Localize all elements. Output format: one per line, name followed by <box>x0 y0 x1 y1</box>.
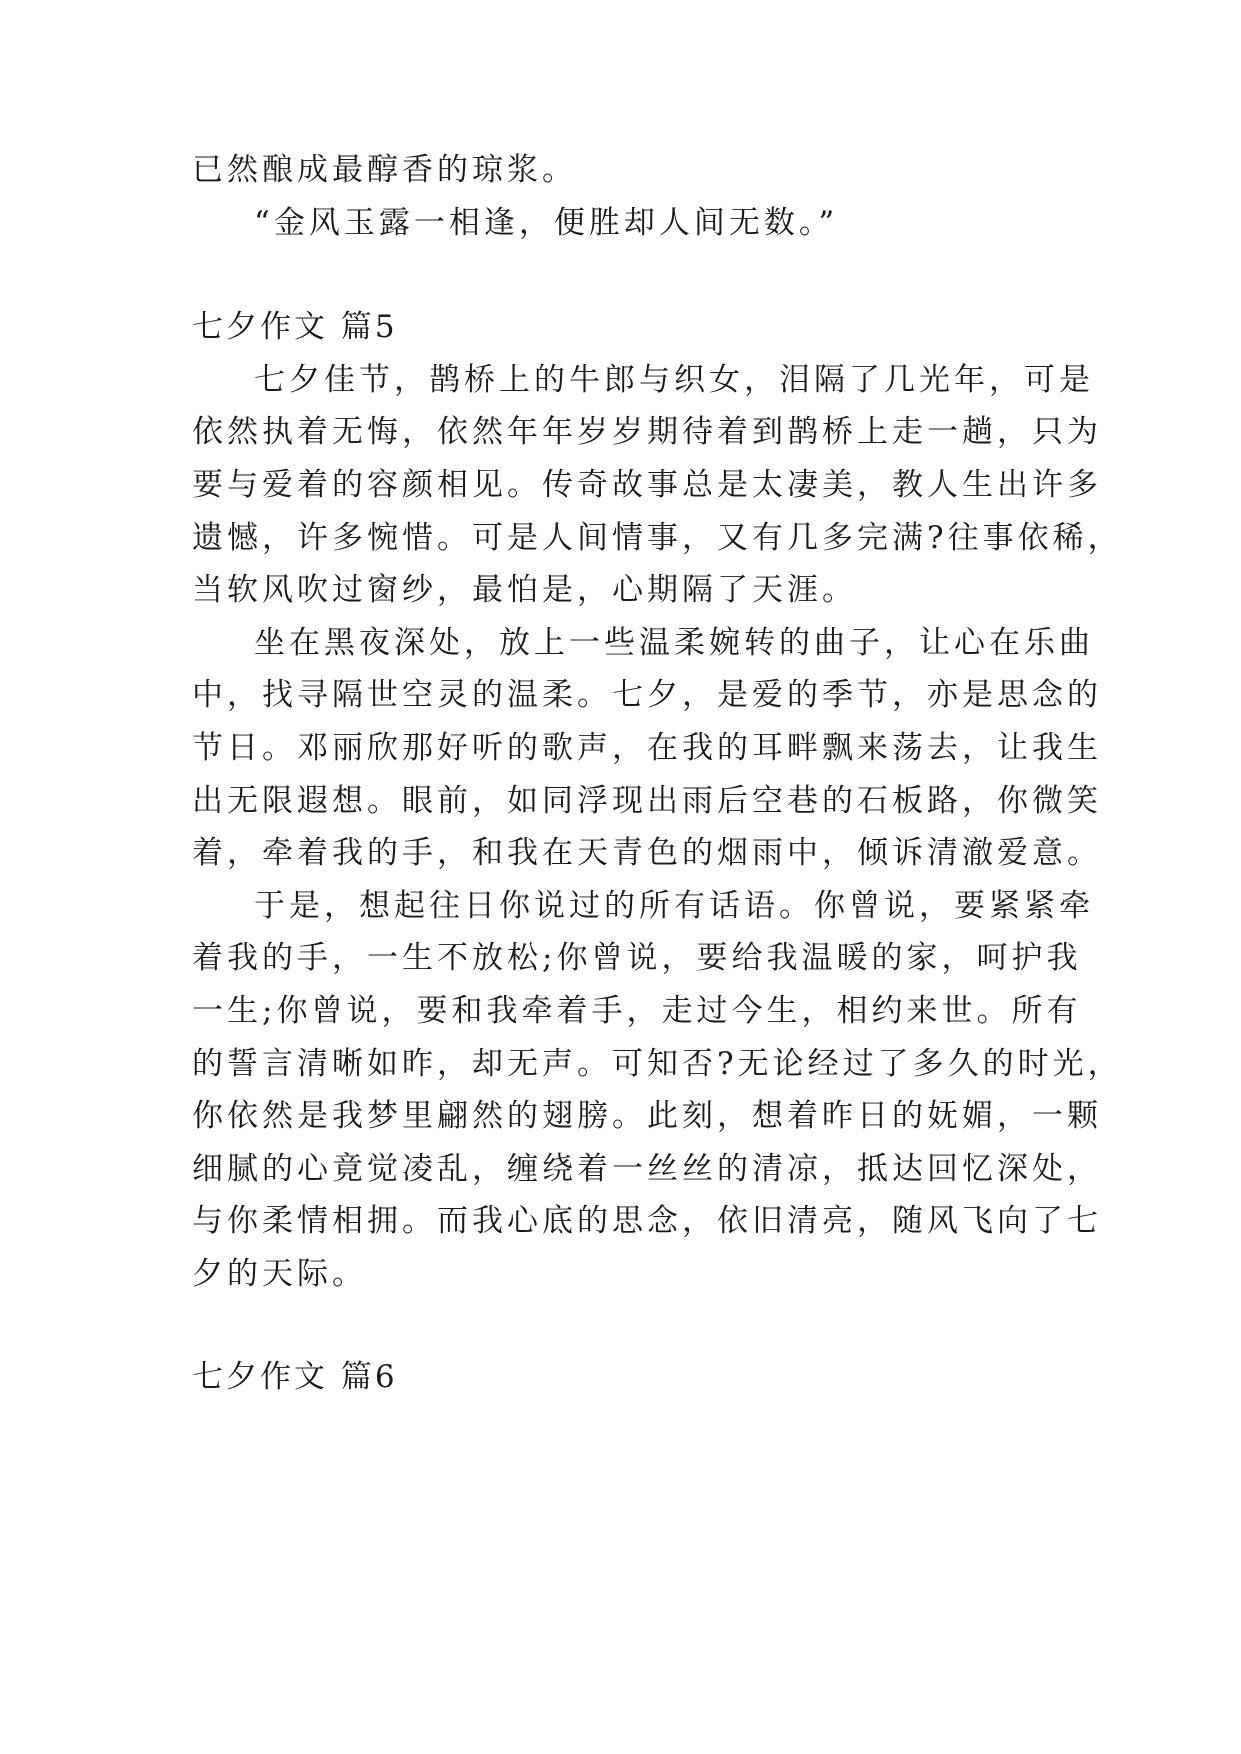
quote-line: “金风玉露一相逢，便胜却人间无数。” <box>254 205 839 241</box>
text-line: 你依然是我梦里翩然的翅膀。此刻，想着昨日的妩媚，一颗 <box>192 1098 1102 1134</box>
text-line: 着我的手，一生不放松;你曾说，要给我温暖的家，呵护我 <box>192 940 1082 976</box>
text-line: 着，牵着我的手，和我在天青色的烟雨中，倾诉清澈爱意。 <box>192 835 1102 871</box>
section-heading-6: 七夕作文 篇6 <box>192 1359 398 1395</box>
text-line: 要与爱着的容颜相见。传奇故事总是太凄美，教人生出许多 <box>192 467 1102 503</box>
text-line: 于是，想起往日你说过的所有话语。你曾说，要紧紧牵 <box>254 888 1094 924</box>
text-line: 坐在黑夜深处，放上一些温柔婉转的曲子，让心在乐曲 <box>254 625 1094 661</box>
text-line: 夕的天际。 <box>192 1256 367 1292</box>
section-heading-5: 七夕作文 篇5 <box>192 309 398 345</box>
text-line: 已然酿成最醇香的琼浆。 <box>192 152 577 188</box>
text-line: 的誓言清晰如昨，却无声。可知否?无论经过了多久的时光， <box>192 1046 1123 1082</box>
text-line: 与你柔情相拥。而我心底的思念，依旧清亮，随风飞向了七 <box>192 1203 1102 1239</box>
text-line: 出无限遐想。眼前，如同浮现出雨后空巷的石板路，你微笑 <box>192 783 1102 819</box>
text-line: 当软风吹过窗纱，最怕是，心期隔了天涯。 <box>192 572 857 608</box>
text-line: 七夕佳节，鹊桥上的牛郎与织女，泪隔了几光年，可是 <box>254 362 1094 398</box>
text-line: 细腻的心竟觉凌乱，缠绕着一丝丝的清凉，抵达回忆深处， <box>192 1151 1102 1187</box>
text-line: 中，找寻隔世空灵的温柔。七夕，是爱的季节，亦是思念的 <box>192 677 1102 713</box>
text-line: 一生;你曾说，要和我牵着手，走过今生，相约来世。所有 <box>192 993 1082 1029</box>
text-line: 节日。邓丽欣那好听的歌声，在我的耳畔飘来荡去，让我生 <box>192 730 1102 766</box>
text-line: 依然执着无悔，依然年年岁岁期待着到鹊桥上走一趟，只为 <box>192 414 1102 450</box>
text-line: 遗憾，许多惋惜。可是人间情事，又有几多完满?往事依稀， <box>192 520 1123 556</box>
